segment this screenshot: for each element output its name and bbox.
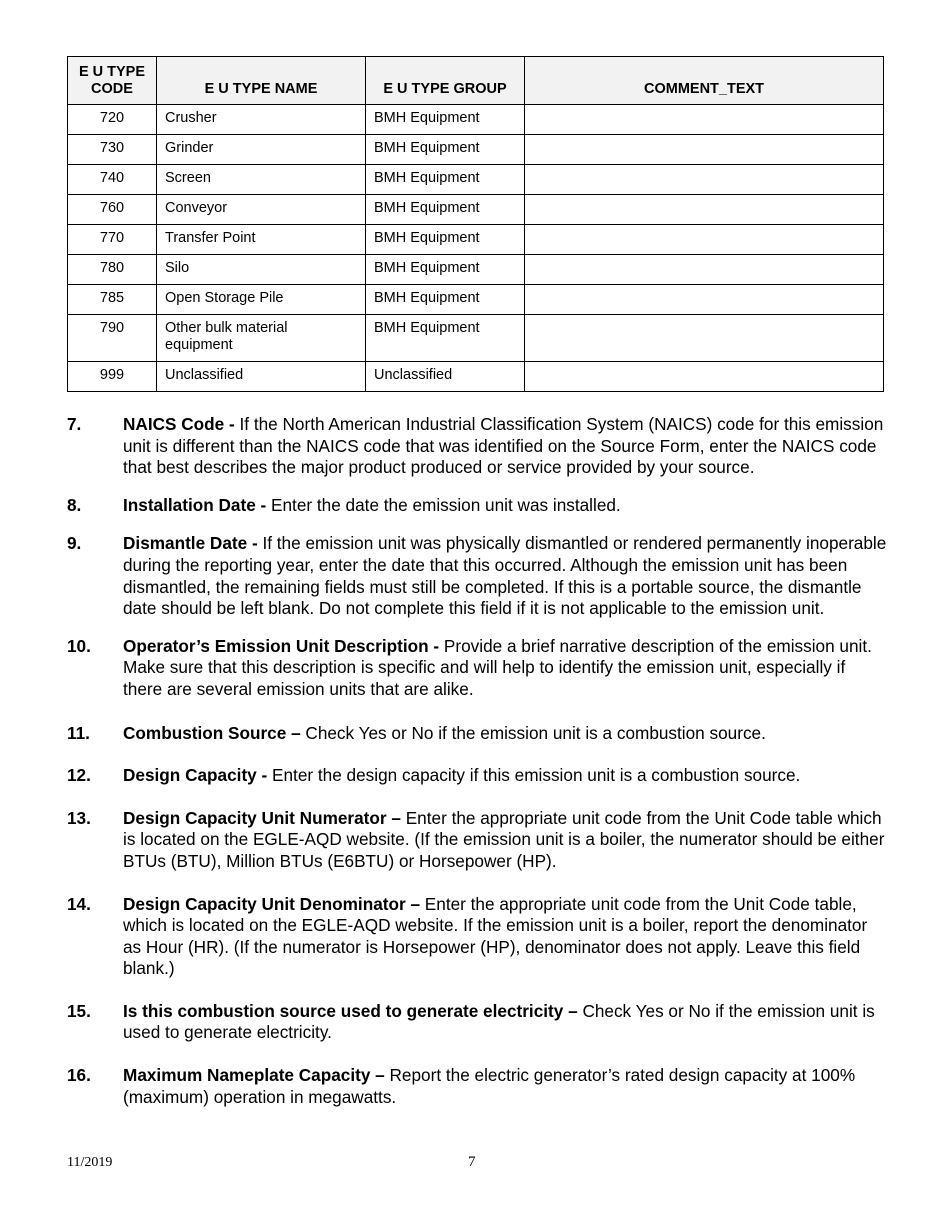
item-body: [123, 765, 887, 787]
row-name: Grinder: [157, 135, 366, 165]
item-number: 16.: [67, 1065, 91, 1086]
item-number: 9.: [67, 533, 82, 554]
footer-date: 11/2019: [67, 1155, 113, 1170]
row-code: 730: [68, 135, 157, 165]
item-number: 10.: [67, 635, 91, 656]
table-row: [68, 195, 884, 225]
row-group: BMH Equipment: [366, 285, 525, 315]
row-comment: [525, 225, 884, 255]
item-label: Dismantle Date -: [123, 533, 258, 554]
row-code: 740: [68, 165, 157, 195]
table-row: [68, 135, 884, 165]
item-number: 14.: [67, 893, 91, 914]
item-label: Maximum Nameplate Capacity –: [123, 1065, 385, 1086]
item-number: 8.: [67, 494, 82, 515]
row-name: Conveyor: [157, 195, 366, 225]
item-text: Enter the design capacity if this emission unit is a combustion source.: [272, 765, 801, 786]
item-body: [123, 414, 887, 479]
row-comment: [525, 315, 884, 362]
row-group: BMH Equipment: [366, 135, 525, 165]
instruction-item: [67, 765, 887, 787]
item-number: 13.: [67, 807, 91, 828]
instruction-item: [67, 1065, 887, 1108]
table-row: [68, 105, 884, 135]
row-code: 790: [68, 315, 157, 362]
row-code: 999: [68, 362, 157, 392]
item-body: [123, 808, 887, 873]
item-text: Enter the appropriate unit code from the Unit Code table which is located on the EGLE-AQD website. (If the emission unit is a boiler, the numerator should be either BTUs (BTU), Million BTUs (E6BTU) or Horsepower (HP).: [123, 807, 885, 871]
item-label: Operator’s Emission Unit Description -: [123, 635, 440, 656]
row-name: Other bulk material equipment: [157, 315, 366, 362]
item-text: Check Yes or No if the emission unit is a combustion source.: [305, 722, 766, 743]
table-row: [68, 225, 884, 255]
row-comment: [525, 105, 884, 135]
table-row: [68, 362, 884, 392]
row-comment: [525, 362, 884, 392]
row-comment: [525, 165, 884, 195]
item-label: Combustion Source –: [123, 722, 301, 743]
row-code: 760: [68, 195, 157, 225]
item-label: Is this combustion source used to generate electricity –: [123, 1000, 578, 1021]
table-row: [68, 315, 884, 362]
item-number: 11.: [67, 722, 90, 743]
item-body: [123, 1001, 887, 1044]
item-body: [123, 1065, 887, 1108]
instruction-item: [67, 533, 887, 619]
row-name: Unclassified: [157, 362, 366, 392]
item-label: Design Capacity Unit Numerator –: [123, 807, 401, 828]
header-eu-type-name: E U TYPE NAME: [157, 57, 366, 105]
table-header-row: [68, 57, 884, 105]
item-text: Enter the date the emission unit was installed.: [271, 494, 621, 515]
instruction-item: [67, 808, 887, 873]
instruction-list: [67, 414, 887, 1108]
header-comment-text: COMMENT_TEXT: [525, 57, 884, 105]
header-eu-type-group: E U TYPE GROUP: [366, 57, 525, 105]
item-number: 7.: [67, 414, 82, 434]
item-text: Report the electric generator’s rated design capacity at 100% (maximum) operation in megawatts.: [123, 1065, 856, 1107]
row-code: 720: [68, 105, 157, 135]
item-body: [123, 495, 887, 517]
item-body: [123, 894, 887, 980]
header-eu-type-code: E U TYPE CODE: [68, 57, 157, 105]
row-group: BMH Equipment: [366, 225, 525, 255]
instruction-item: [67, 636, 887, 701]
row-group: BMH Equipment: [366, 195, 525, 225]
item-number: 15.: [67, 1000, 91, 1021]
item-body: [123, 636, 887, 701]
instruction-item: [67, 1001, 887, 1044]
item-text: If the North American Industrial Classification System (NAICS) code for this emission unit is different than the NAICS code that was identified on the Source Form, enter the NAICS code that best describes the major product produced or service provided by your source.: [123, 414, 884, 478]
row-name: Crusher: [157, 105, 366, 135]
table-row: [68, 255, 884, 285]
item-label: Design Capacity -: [123, 765, 268, 786]
row-comment: [525, 255, 884, 285]
row-name: Screen: [157, 165, 366, 195]
instruction-item: [67, 894, 887, 980]
row-code: 785: [68, 285, 157, 315]
item-label: Design Capacity Unit Denominator –: [123, 893, 421, 914]
row-comment: [525, 135, 884, 165]
row-group: BMH Equipment: [366, 105, 525, 135]
item-body: [123, 533, 887, 619]
item-label: NAICS Code -: [123, 414, 235, 434]
table-row: [68, 165, 884, 195]
row-group: BMH Equipment: [366, 315, 525, 362]
row-name: Silo: [157, 255, 366, 285]
row-comment: [525, 285, 884, 315]
item-text: If the emission unit was physically dismantled or rendered permanently inoperable during the reporting year, enter the date that this occurred. Although the emission unit has been dismantled, the remaining fields must still be completed. If this is a portable source, the dismantle date should be left blank. Do not complete this field if it is not applicable to the emission unit.: [123, 533, 887, 619]
row-comment: [525, 195, 884, 225]
row-name: Transfer Point: [157, 225, 366, 255]
instruction-item: [67, 495, 887, 517]
instruction-item: [67, 414, 887, 479]
row-group: BMH Equipment: [366, 255, 525, 285]
instruction-item: [67, 723, 887, 745]
item-label: Installation Date -: [123, 494, 267, 515]
item-number: 12.: [67, 765, 91, 786]
row-name: Open Storage Pile: [157, 285, 366, 315]
row-code: 770: [68, 225, 157, 255]
row-code: 780: [68, 255, 157, 285]
item-body: [123, 723, 887, 745]
item-text: Provide a brief narrative description of the emission unit. Make sure that this description is specific and will help to identify the emission unit, especially if there are several emission units that are alike.: [123, 635, 872, 699]
eu-type-table: [67, 56, 884, 392]
table-row: [68, 285, 884, 315]
page-number: 7: [468, 1154, 476, 1170]
item-text: Enter the appropriate unit code from the Unit Code table, which is located on the EGLE-AQD website. If the emission unit is a boiler, report the denominator as Hour (HR). (If the numerator is Horsepower (HP), denominator does not apply. Leave this field blank.): [123, 893, 868, 979]
row-group: Unclassified: [366, 362, 525, 392]
item-text: Check Yes or No if the emission unit is used to generate electricity.: [123, 1000, 875, 1043]
row-group: BMH Equipment: [366, 165, 525, 195]
